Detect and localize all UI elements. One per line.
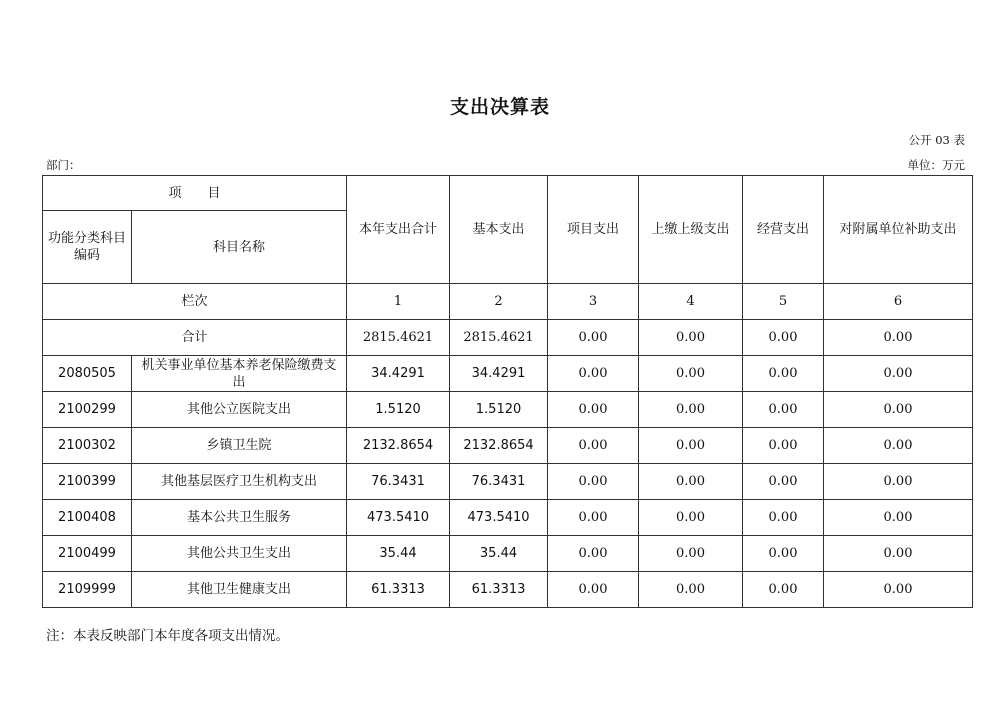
row-upper: 0.00 <box>639 392 743 428</box>
subsidy-header: 对附属单位补助支出 <box>824 176 973 284</box>
code-header: 功能分类科目编码 <box>43 211 132 284</box>
row-project: 0.00 <box>548 464 639 500</box>
row-business: 0.00 <box>743 464 824 500</box>
department-label: 部门： <box>46 158 81 172</box>
upper-header: 上缴上级支出 <box>639 176 743 284</box>
row-project: 0.00 <box>548 356 639 392</box>
row-total: 34.4291 <box>347 356 450 392</box>
business-header: 经营支出 <box>743 176 824 284</box>
form-number: 公开 03 表 <box>908 133 965 147</box>
row-basic: 61.3313 <box>450 572 548 608</box>
row-total: 76.3431 <box>347 464 450 500</box>
column-number-label: 栏次 <box>43 284 347 320</box>
row-name: 其他公立医院支出 <box>132 392 347 428</box>
row-total: 2132.8654 <box>347 428 450 464</box>
expenditure-table <box>42 175 973 608</box>
row-project: 0.00 <box>548 536 639 572</box>
row-subsidy: 0.00 <box>824 428 973 464</box>
sum-row <box>43 320 973 356</box>
column-number: 3 <box>548 284 639 320</box>
project-header: 项目支出 <box>548 176 639 284</box>
row-basic: 34.4291 <box>450 356 548 392</box>
column-number: 4 <box>639 284 743 320</box>
row-project: 0.00 <box>548 392 639 428</box>
basic-header: 基本支出 <box>450 176 548 284</box>
page-title: 支出决算表 <box>449 96 550 118</box>
row-name: 乡镇卫生院 <box>132 428 347 464</box>
table-row <box>43 536 973 572</box>
row-basic: 2132.8654 <box>450 428 548 464</box>
row-code: 2100302 <box>43 428 132 464</box>
row-name: 其他公共卫生支出 <box>132 536 347 572</box>
row-total: 61.3313 <box>347 572 450 608</box>
row-basic: 76.3431 <box>450 464 548 500</box>
table-row <box>43 500 973 536</box>
row-project: 0.00 <box>548 500 639 536</box>
row-subsidy: 0.00 <box>824 500 973 536</box>
item-group-header: 项 目 <box>43 176 347 211</box>
row-business: 0.00 <box>743 500 824 536</box>
row-upper: 0.00 <box>639 356 743 392</box>
row-basic: 1.5120 <box>450 392 548 428</box>
row-business: 0.00 <box>743 356 824 392</box>
total-header: 本年支出合计 <box>347 176 450 284</box>
row-subsidy: 0.00 <box>824 572 973 608</box>
column-number: 1 <box>347 284 450 320</box>
row-basic: 35.44 <box>450 536 548 572</box>
row-project: 0.00 <box>548 572 639 608</box>
row-upper: 0.00 <box>639 428 743 464</box>
sum-subsidy: 0.00 <box>824 320 973 356</box>
row-code: 2100499 <box>43 536 132 572</box>
row-business: 0.00 <box>743 392 824 428</box>
table-row <box>43 356 973 392</box>
row-code: 2080505 <box>43 356 132 392</box>
row-subsidy: 0.00 <box>824 356 973 392</box>
row-code: 2100299 <box>43 392 132 428</box>
row-project: 0.00 <box>548 428 639 464</box>
row-basic: 473.5410 <box>450 500 548 536</box>
row-subsidy: 0.00 <box>824 392 973 428</box>
footnote: 注：本表反映部门本年度各项支出情况。 <box>46 628 289 644</box>
row-code: 2100399 <box>43 464 132 500</box>
table-row <box>43 572 973 608</box>
row-subsidy: 0.00 <box>824 464 973 500</box>
sum-label: 合计 <box>43 320 347 356</box>
row-name: 机关事业单位基本养老保险缴费支出 <box>132 356 347 392</box>
row-code: 2109999 <box>43 572 132 608</box>
table-row <box>43 428 973 464</box>
row-upper: 0.00 <box>639 500 743 536</box>
row-total: 35.44 <box>347 536 450 572</box>
column-number: 5 <box>743 284 824 320</box>
sum-business: 0.00 <box>743 320 824 356</box>
row-name: 基本公共卫生服务 <box>132 500 347 536</box>
row-name: 其他基层医疗卫生机构支出 <box>132 464 347 500</box>
sum-total: 2815.4621 <box>347 320 450 356</box>
sum-basic: 2815.4621 <box>450 320 548 356</box>
row-total: 473.5410 <box>347 500 450 536</box>
sum-project: 0.00 <box>548 320 639 356</box>
row-upper: 0.00 <box>639 464 743 500</box>
row-code: 2100408 <box>43 500 132 536</box>
table-row <box>43 464 973 500</box>
name-header: 科目名称 <box>132 211 347 284</box>
row-upper: 0.00 <box>639 572 743 608</box>
column-number: 2 <box>450 284 548 320</box>
unit-label: 单位：万元 <box>907 158 965 172</box>
row-upper: 0.00 <box>639 536 743 572</box>
row-business: 0.00 <box>743 572 824 608</box>
column-number: 6 <box>824 284 973 320</box>
table-row <box>43 392 973 428</box>
row-name: 其他卫生健康支出 <box>132 572 347 608</box>
row-business: 0.00 <box>743 428 824 464</box>
row-business: 0.00 <box>743 536 824 572</box>
row-total: 1.5120 <box>347 392 450 428</box>
row-subsidy: 0.00 <box>824 536 973 572</box>
sum-upper: 0.00 <box>639 320 743 356</box>
